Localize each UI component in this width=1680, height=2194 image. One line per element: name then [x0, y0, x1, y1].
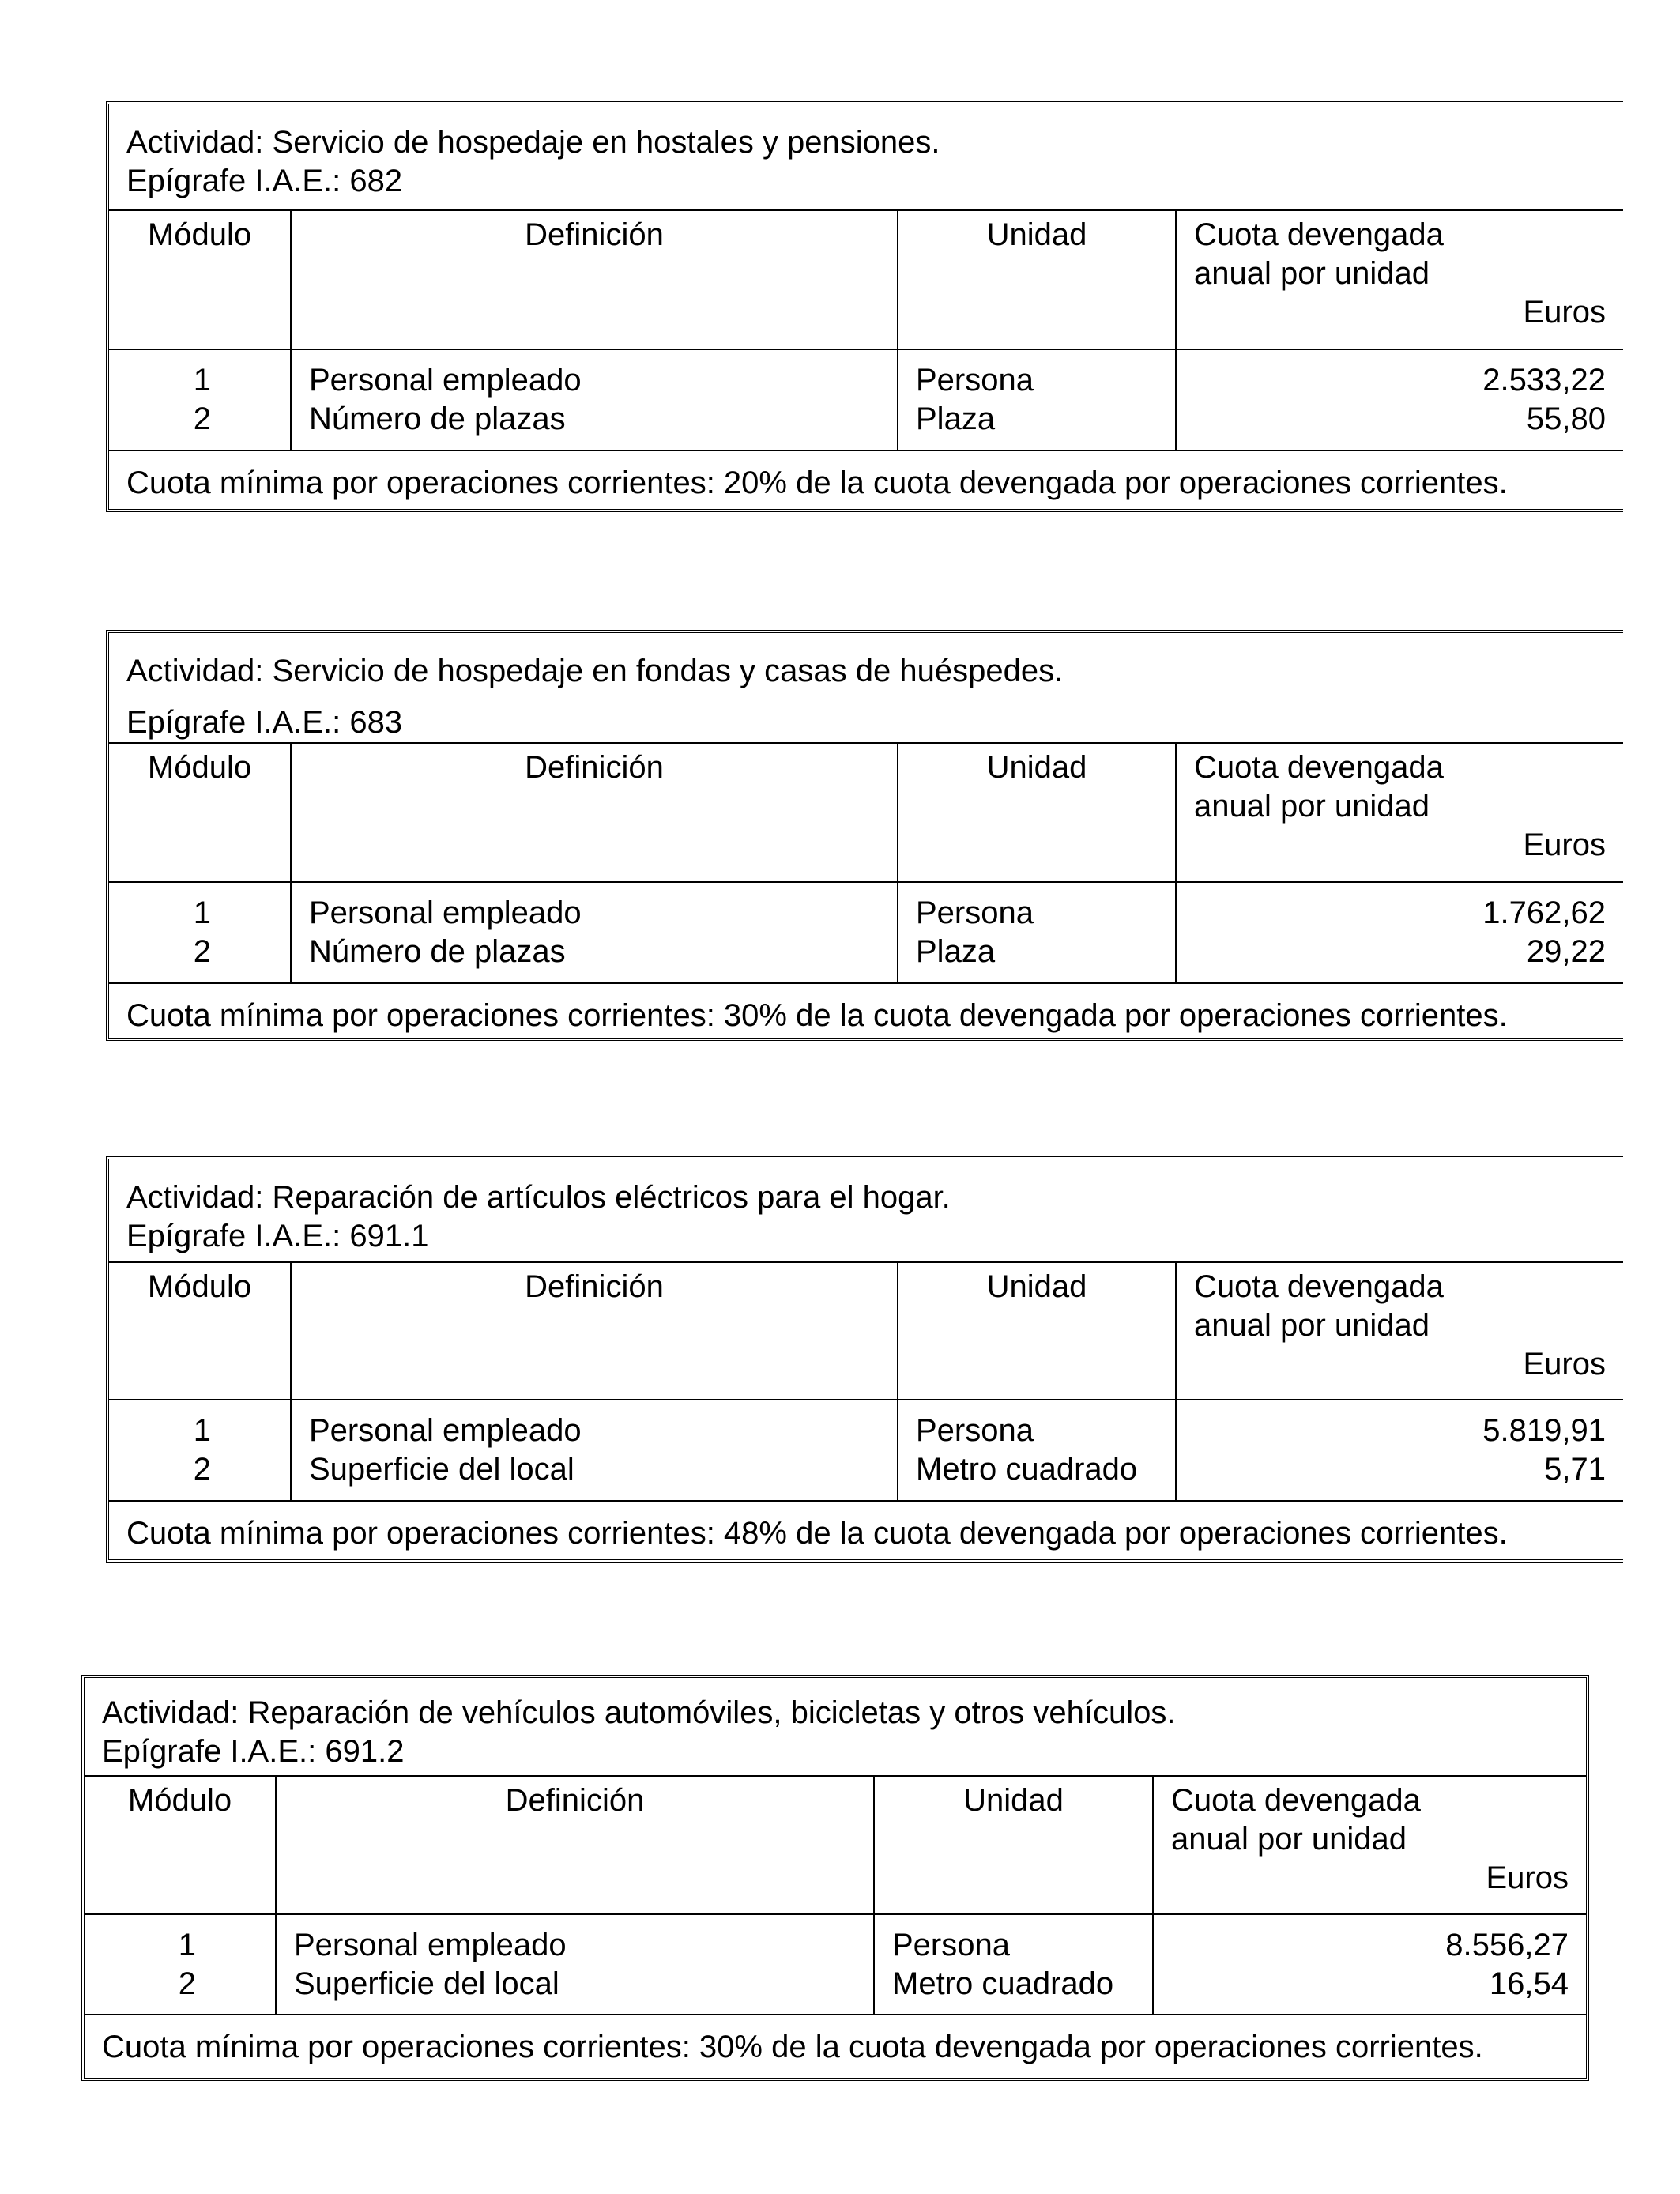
cuota-header-line2: anual por unidad: [1171, 1822, 1407, 1857]
activity-header: [85, 1678, 1586, 1776]
column-header-unidad: Unidad: [898, 743, 1176, 882]
cuota-header-line2: anual por unidad: [1194, 1308, 1430, 1343]
cuota-header-line1: Cuota devengada: [1194, 217, 1444, 252]
column-header-definicion: Definición: [291, 1262, 898, 1400]
activity-title: Actividad: Reparación de artículos eléctricos para el hogar.: [126, 1180, 951, 1215]
cuota-value: 5.819,91: [1482, 1413, 1606, 1448]
modulo-cell: [109, 882, 291, 983]
definicion-value: Personal empleado: [309, 1413, 582, 1448]
unidad-cell: [898, 1400, 1176, 1501]
column-header-cuota: [1176, 743, 1623, 882]
definicion-cell: [291, 882, 898, 983]
cuota-value: 16,54: [1489, 1966, 1569, 2001]
unidad-cell: [898, 349, 1176, 450]
tax-module-table: [109, 1159, 1623, 1559]
definicion-value: Superficie del local: [294, 1966, 559, 2001]
activity-title: Actividad: Servicio de hospedaje en fondas y casas de huéspedes.: [126, 654, 1064, 688]
modulo-number: 2: [193, 934, 211, 969]
epigrafe-label: Epígrafe I.A.E.: 691.1: [126, 1219, 429, 1253]
column-header-unidad: Unidad: [898, 210, 1176, 349]
column-header-modulo: Módulo: [85, 1776, 276, 1914]
cuota-minima-note: Cuota mínima por operaciones corrientes: 30% de la cuota devengada por operaciones corrientes.: [85, 2015, 1586, 2078]
unidad-value: Persona: [916, 1413, 1034, 1448]
definicion-cell: [291, 1400, 898, 1501]
definicion-value: Personal empleado: [309, 895, 582, 930]
activity-header: [109, 104, 1623, 210]
unidad-value: Plaza: [916, 934, 996, 969]
column-header-cuota: [1153, 1776, 1586, 1914]
cuota-header-line1: Cuota devengada: [1171, 1783, 1421, 1818]
modulo-number: 2: [193, 401, 211, 436]
cuota-header-line2: anual por unidad: [1194, 256, 1430, 291]
modulo-number: 1: [178, 1928, 196, 1962]
cuota-minima-note: Cuota mínima por operaciones corrientes: 20% de la cuota devengada por operaciones corrientes.: [109, 450, 1623, 509]
tax-module-table: [109, 104, 1623, 509]
column-header-modulo: Módulo: [109, 210, 291, 349]
modulo-number: 1: [193, 1413, 211, 1448]
column-header-cuota: [1176, 1262, 1623, 1400]
modulo-cell: [109, 349, 291, 450]
unidad-value: Persona: [916, 895, 1034, 930]
definicion-value: Superficie del local: [309, 1452, 574, 1487]
cuota-header-line1: Cuota devengada: [1194, 750, 1444, 785]
column-header-unidad: Unidad: [898, 1262, 1176, 1400]
unidad-cell: [898, 882, 1176, 983]
unidad-value: Plaza: [916, 401, 996, 436]
euros-unit-label: Euros: [1523, 295, 1606, 330]
cuota-minima-note: Cuota mínima por operaciones corrientes: 30% de la cuota devengada por operaciones corrientes.: [109, 983, 1623, 1038]
cuota-value: 2.533,22: [1482, 363, 1606, 398]
column-header-cuota: [1176, 210, 1623, 349]
activity-header: [109, 1159, 1623, 1262]
column-header-modulo: Módulo: [109, 743, 291, 882]
definicion-value: Número de plazas: [309, 934, 566, 969]
unidad-value: Persona: [916, 363, 1034, 398]
cuota-value: 1.762,62: [1482, 895, 1606, 930]
definicion-value: Número de plazas: [309, 401, 566, 436]
cuota-cell: [1176, 349, 1623, 450]
cuota-value: 55,80: [1526, 401, 1606, 436]
activity-table-691-1: [106, 1156, 1623, 1563]
cuota-value: 29,22: [1526, 934, 1606, 969]
unidad-value: Metro cuadrado: [916, 1452, 1138, 1487]
modulo-number: 2: [193, 1452, 211, 1487]
cuota-value: 8.556,27: [1445, 1928, 1569, 1962]
cuota-cell: [1176, 882, 1623, 983]
column-header-definicion: Definición: [291, 743, 898, 882]
modulo-cell: [109, 1400, 291, 1501]
cuota-value: 5,71: [1544, 1452, 1606, 1487]
euros-unit-label: Euros: [1523, 1347, 1606, 1382]
modulo-number: 1: [193, 895, 211, 930]
epigrafe-label: Epígrafe I.A.E.: 682: [126, 164, 403, 198]
column-header-unidad: Unidad: [874, 1776, 1153, 1914]
tax-module-table: [109, 633, 1623, 1038]
epigrafe-label: Epígrafe I.A.E.: 691.2: [102, 1734, 405, 1769]
cuota-header-line2: anual por unidad: [1194, 789, 1430, 824]
unidad-value: Persona: [892, 1928, 1010, 1962]
euros-unit-label: Euros: [1486, 1860, 1569, 1895]
epigrafe-label: Epígrafe I.A.E.: 683: [126, 705, 403, 740]
activity-title: Actividad: Reparación de vehículos automóviles, bicicletas y otros vehículos.: [102, 1695, 1176, 1730]
activity-title: Actividad: Servicio de hospedaje en hostales y pensiones.: [126, 125, 940, 160]
activity-header: [109, 633, 1623, 743]
unidad-value: Metro cuadrado: [892, 1966, 1114, 2001]
activity-table-683: [106, 630, 1623, 1041]
unidad-cell: [874, 1914, 1153, 2015]
cuota-header-line1: Cuota devengada: [1194, 1269, 1444, 1304]
activity-table-682: [106, 101, 1623, 512]
definicion-cell: [291, 349, 898, 450]
modulo-number: 2: [178, 1966, 196, 2001]
euros-unit-label: Euros: [1523, 827, 1606, 862]
column-header-definicion: Definición: [291, 210, 898, 349]
column-header-definicion: Definición: [276, 1776, 874, 1914]
tax-module-table: [85, 1678, 1586, 2078]
modulo-cell: [85, 1914, 276, 2015]
definicion-cell: [276, 1914, 874, 2015]
definicion-value: Personal empleado: [294, 1928, 567, 1962]
cuota-cell: [1153, 1914, 1586, 2015]
column-header-modulo: Módulo: [109, 1262, 291, 1400]
activity-table-691-2: [81, 1675, 1589, 2081]
definicion-value: Personal empleado: [309, 363, 582, 398]
cuota-minima-note: Cuota mínima por operaciones corrientes: 48% de la cuota devengada por operaciones corrientes.: [109, 1501, 1623, 1559]
modulo-number: 1: [193, 363, 211, 398]
cuota-cell: [1176, 1400, 1623, 1501]
